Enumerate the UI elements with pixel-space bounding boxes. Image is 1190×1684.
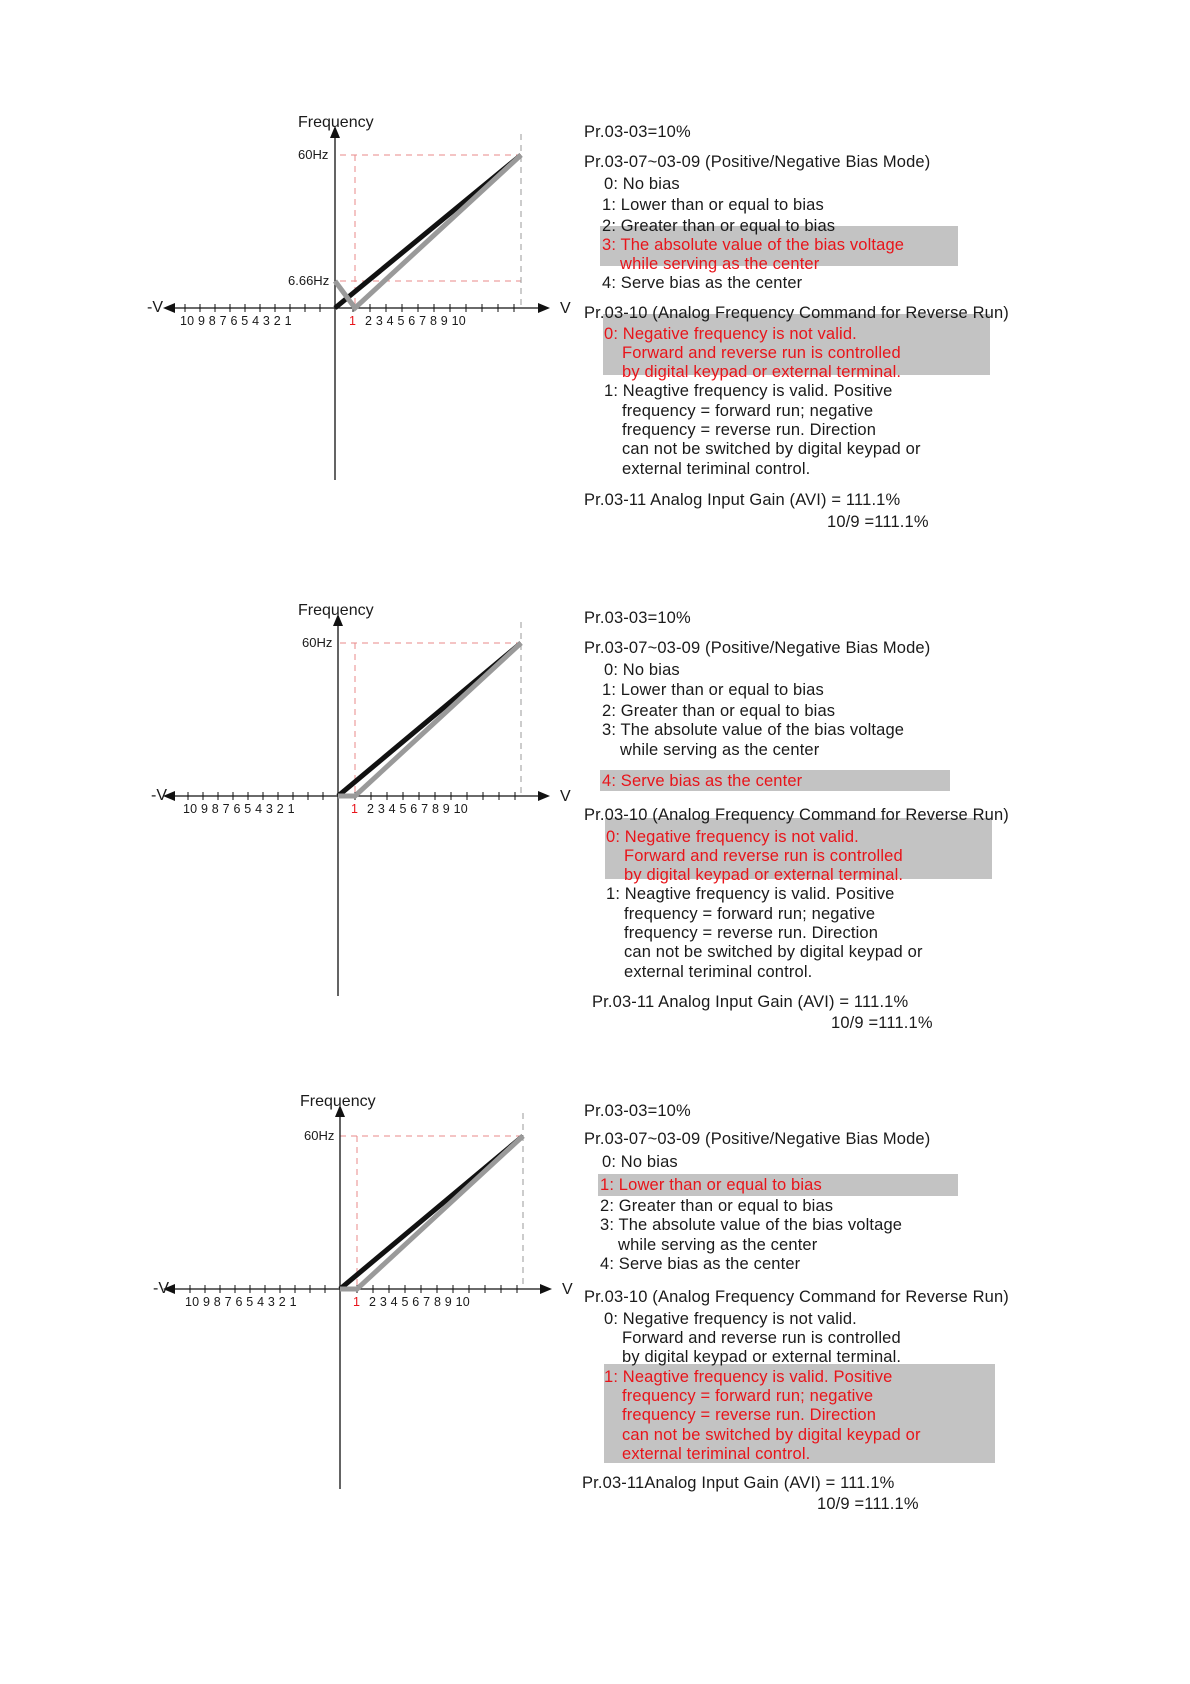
bias-line: Pr.03-03=10% xyxy=(584,123,691,141)
bias-line: Pr.03-03=10% xyxy=(584,609,691,627)
rev-0c: by digital keypad or external terminal. xyxy=(622,1348,902,1366)
opt-4: 4: Serve bias as the center xyxy=(602,274,803,292)
bias-line: Pr.03-03=10% xyxy=(584,1102,691,1120)
rev-1b: frequency = forward run; negative xyxy=(624,905,876,923)
rev-1c: frequency = reverse run. Direction xyxy=(624,924,879,942)
panel-3 xyxy=(0,1093,1190,1539)
x-axis-pos-arrow xyxy=(538,791,550,801)
pos-tick-labels: 2 3 4 5 6 7 8 9 10 xyxy=(367,802,468,816)
pos-tick-first: 1 xyxy=(351,802,359,816)
x-pos-label: V xyxy=(560,300,571,317)
panel-2 xyxy=(0,602,1190,1048)
rev-1c: frequency = reverse run. Direction xyxy=(622,1406,877,1424)
hz-label-60: 60Hz xyxy=(304,1128,335,1143)
mode-title: Pr.03-07~03-09 (Positive/Negative Bias Mode) xyxy=(584,153,931,171)
y-axis-label: Frequency xyxy=(298,602,374,619)
rev-0a: 0: Negative frequency is not valid. xyxy=(604,1310,857,1328)
opt-2: 2: Greater than or equal to bias xyxy=(602,217,836,235)
mode-title: Pr.03-07~03-09 (Positive/Negative Bias Mode) xyxy=(584,1130,931,1148)
rev-1a: 1: Neagtive frequency is valid. Positive xyxy=(604,382,893,400)
pos-tick-first: 1 xyxy=(349,314,357,328)
rev-1c: frequency = reverse run. Direction xyxy=(622,421,877,439)
opt-3b: while serving as the center xyxy=(620,741,820,759)
x-axis-neg-arrow xyxy=(163,303,175,313)
hz-label-bias: 6.66Hz xyxy=(288,273,330,288)
rev-1d: can not be switched by digital keypad or xyxy=(622,1426,921,1444)
rev-1e: external teriminal control. xyxy=(622,460,811,478)
rev-1b: frequency = forward run; negative xyxy=(622,1387,874,1405)
neg-tick-labels: 10 9 8 7 6 5 4 3 2 1 xyxy=(185,1295,297,1309)
rev-1e: external teriminal control. xyxy=(624,963,813,981)
pos-tick-labels: 2 3 4 5 6 7 8 9 10 xyxy=(365,314,466,328)
opt-2: 2: Greater than or equal to bias xyxy=(600,1197,834,1215)
x-axis-pos-arrow xyxy=(540,1284,552,1294)
opt-4: 4: Serve bias as the center xyxy=(602,772,803,790)
neg-tick-labels: 10 9 8 7 6 5 4 3 2 1 xyxy=(183,802,295,816)
pos-tick-labels: 2 3 4 5 6 7 8 9 10 xyxy=(369,1295,470,1309)
x-neg-label: -V xyxy=(151,787,167,804)
x-pos-label: V xyxy=(562,1281,573,1298)
rev-0a: 0: Negative frequency is not valid. xyxy=(604,325,857,343)
y-axis-label: Frequency xyxy=(298,114,374,131)
opt-4: 4: Serve bias as the center xyxy=(600,1255,801,1273)
opt-1: 1: Lower than or equal to bias xyxy=(602,681,824,699)
x-neg-label: -V xyxy=(153,1280,169,1297)
rev-1d: can not be switched by digital keypad or xyxy=(624,943,923,961)
gain-calc: 10/9 =111.1% xyxy=(831,1014,933,1032)
rev-0b: Forward and reverse run is controlled xyxy=(622,344,901,362)
panel-1 xyxy=(0,114,1190,560)
opt-3a: 3: The absolute value of the bias voltage xyxy=(602,721,905,739)
pos-tick-first: 1 xyxy=(353,1295,361,1309)
rev-0c: by digital keypad or external terminal. xyxy=(622,363,902,381)
neg-tick-labels: 10 9 8 7 6 5 4 3 2 1 xyxy=(180,314,292,328)
y-axis-label: Frequency xyxy=(300,1093,376,1110)
rev-1a: 1: Neagtive frequency is valid. Positive xyxy=(604,1368,893,1386)
graph-3 xyxy=(150,1093,573,1519)
opt-1: 1: Lower than or equal to bias xyxy=(602,196,824,214)
x-axis-pos-arrow xyxy=(538,303,550,313)
rev-0c: by digital keypad or external terminal. xyxy=(624,866,904,884)
opt-3b: while serving as the center xyxy=(620,255,820,273)
rev-1a: 1: Neagtive frequency is valid. Positive xyxy=(606,885,895,903)
graph-1 xyxy=(147,114,571,540)
rev-title: Pr.03-10 (Analog Frequency Command for Reverse Run) xyxy=(584,806,1009,824)
gain-line: Pr.03-11 Analog Input Gain (AVI) = 111.1% xyxy=(584,491,901,509)
opt-2: 2: Greater than or equal to bias xyxy=(602,702,836,720)
x-pos-label: V xyxy=(560,788,571,805)
rev-1d: can not be switched by digital keypad or xyxy=(622,440,921,458)
opt-0: 0: No bias xyxy=(604,661,680,679)
hz-label-60: 60Hz xyxy=(302,635,333,650)
mode-title: Pr.03-07~03-09 (Positive/Negative Bias Mode) xyxy=(584,639,931,657)
rev-0b: Forward and reverse run is controlled xyxy=(622,1329,901,1347)
opt-0: 0: No bias xyxy=(602,1153,678,1171)
rev-1b: frequency = forward run; negative xyxy=(622,402,874,420)
opt-0: 0: No bias xyxy=(604,175,680,193)
gain-line: Pr.03-11Analog Input Gain (AVI) = 111.1% xyxy=(582,1474,895,1492)
rev-title: Pr.03-10 (Analog Frequency Command for Reverse Run) xyxy=(584,304,1009,322)
opt-3b: while serving as the center xyxy=(618,1236,818,1254)
rev-1e: external teriminal control. xyxy=(622,1445,811,1463)
opt-3a: 3: The absolute value of the bias voltage xyxy=(600,1216,903,1234)
rev-0a: 0: Negative frequency is not valid. xyxy=(606,828,859,846)
opt-1: 1: Lower than or equal to bias xyxy=(600,1176,822,1194)
gain-line: Pr.03-11 Analog Input Gain (AVI) = 111.1% xyxy=(592,993,909,1011)
gain-calc: 10/9 =111.1% xyxy=(827,513,929,531)
graph-2 xyxy=(150,602,571,1028)
gain-calc: 10/9 =111.1% xyxy=(817,1495,919,1513)
rev-0b: Forward and reverse run is controlled xyxy=(624,847,903,865)
opt-3a: 3: The absolute value of the bias voltage xyxy=(602,236,905,254)
hz-label-60: 60Hz xyxy=(298,147,329,162)
rev-title: Pr.03-10 (Analog Frequency Command for Reverse Run) xyxy=(584,1288,1009,1306)
x-neg-label: -V xyxy=(147,299,163,316)
